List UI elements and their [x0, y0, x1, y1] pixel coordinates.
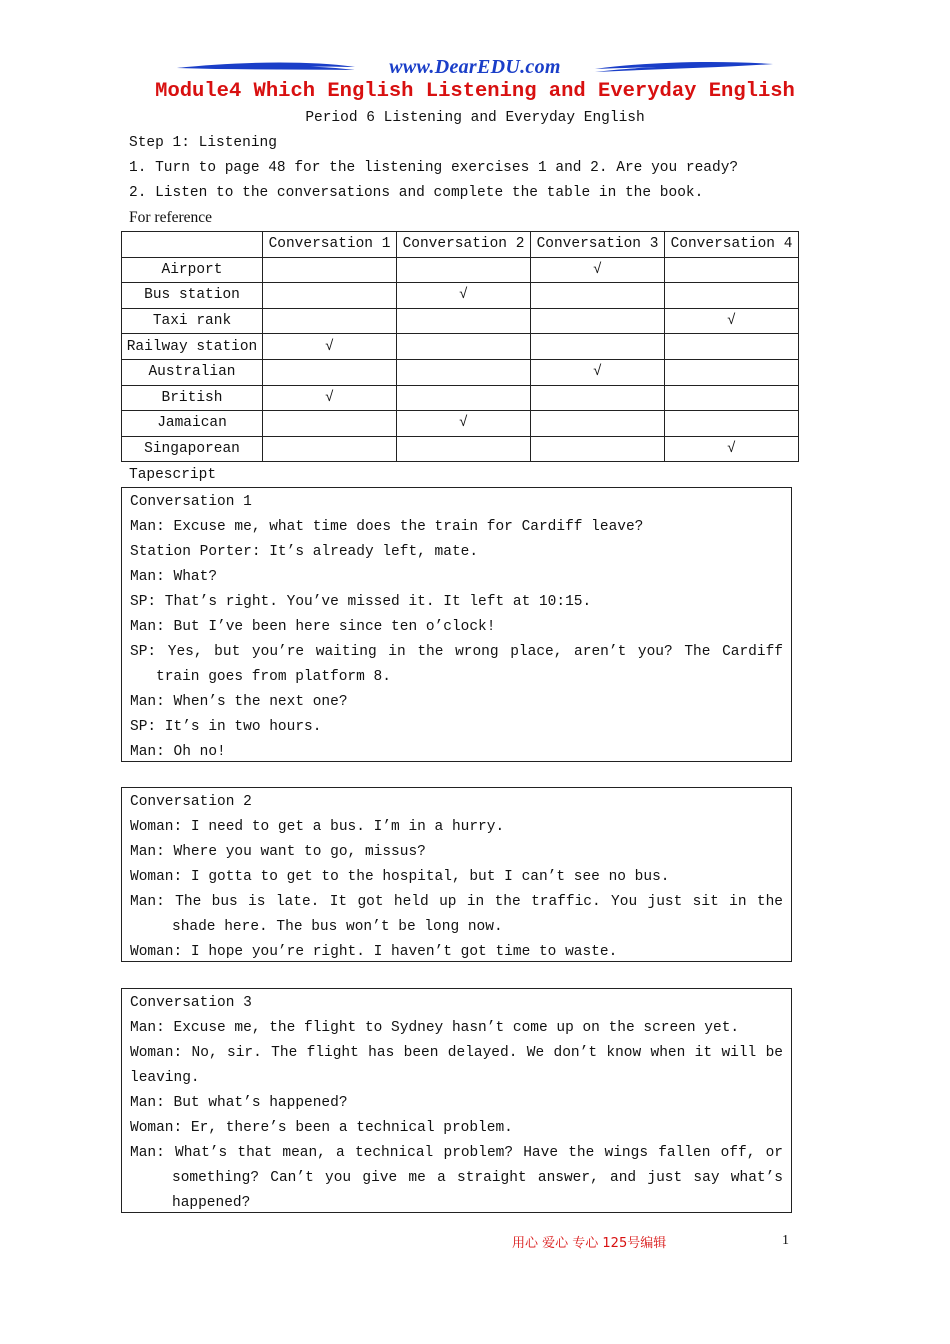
table-cell [397, 308, 531, 334]
dialogue-line: Station Porter: It’s already left, mate. [130, 544, 479, 560]
dialogue-line: Man: When’s the next one? [130, 694, 348, 710]
table-cell [665, 385, 799, 411]
instruction-2: 2. Listen to the conversations and complete the table in the book. [129, 185, 704, 201]
table-cell [665, 257, 799, 283]
conversation-3-box [121, 988, 792, 1213]
table-cell [665, 411, 799, 437]
footer-text: 用心 爱心 专心 125号编辑 [512, 1236, 667, 1251]
table-cell: √ [531, 359, 665, 385]
dialogue-line: Man: The bus is late. It got held up in the traffic. You just sit in the shade here. The bus won’t be long now. [130, 894, 783, 935]
table-cell [531, 308, 665, 334]
table-cell [665, 283, 799, 309]
table-cell: √ [263, 334, 397, 360]
conversation-2-box [121, 787, 792, 962]
dialogue-line: Man: What’s that mean, a technical problem? Have the wings fallen off, or something? Can’t you give me a straight answer, and just say what’s happened? [130, 1145, 783, 1211]
instruction-1: 1. Turn to page 48 for the listening exercises 1 and 2. Are you ready? [129, 160, 739, 176]
document-subtitle: Period 6 Listening and Everyday English [305, 110, 645, 126]
table-cell [397, 334, 531, 360]
table-cell: √ [263, 385, 397, 411]
dialogue-line: Man: But what’s happened? [130, 1095, 348, 1111]
table-cell: Bus station [122, 283, 263, 309]
table-header-cell: Conversation 2 [397, 232, 531, 258]
table-row [122, 359, 799, 385]
table-header-cell: Conversation 1 [263, 232, 397, 258]
table-cell: √ [665, 308, 799, 334]
dialogue-line: Man: What? [130, 569, 218, 585]
conversation-title: Conversation 1 [130, 494, 252, 510]
dialogue-line: Woman: I need to get a bus. I’m in a hurry. [130, 819, 505, 835]
table-header-row [122, 232, 799, 258]
dialogue-line: SP: Yes, but you’re waiting in the wrong place, aren’t you? The Cardiff train goes from platform 8. [130, 644, 783, 685]
table-cell: Australian [122, 359, 263, 385]
table-row [122, 436, 799, 462]
table-row [122, 257, 799, 283]
table-cell [397, 385, 531, 411]
table-cell: British [122, 385, 263, 411]
dialogue-line: Woman: No, sir. The flight has been delayed. We don’t know when it will be leaving. [130, 1045, 783, 1086]
conversation-title: Conversation 2 [130, 794, 252, 810]
dialogue-line: Man: But I’ve been here since ten o’clock! [130, 619, 496, 635]
table-cell: Airport [122, 257, 263, 283]
for-reference-label: For reference [129, 209, 213, 226]
table-cell: √ [397, 411, 531, 437]
tapescript-label: Tapescript [129, 467, 217, 483]
table-cell: Jamaican [122, 411, 263, 437]
table-cell [531, 283, 665, 309]
table-row [122, 385, 799, 411]
step-heading: Step 1: Listening [129, 135, 277, 151]
reference-table [121, 231, 799, 462]
table-cell: √ [665, 436, 799, 462]
dialogue-line: Woman: I hope you’re right. I haven’t got time to waste. [130, 944, 618, 960]
table-cell [397, 436, 531, 462]
table-row [122, 334, 799, 360]
conversation-1-box [121, 487, 792, 762]
table-header-cell [122, 232, 263, 258]
table-cell [263, 436, 397, 462]
table-cell: Singaporean [122, 436, 263, 462]
dialogue-line: Woman: Er, there’s been a technical problem. [130, 1120, 513, 1136]
table-header-cell: Conversation 3 [531, 232, 665, 258]
table-cell: Taxi rank [122, 308, 263, 334]
table-cell [263, 359, 397, 385]
dialogue-line: Man: Oh no! [130, 744, 226, 760]
table-cell [263, 257, 397, 283]
conversation-title: Conversation 3 [130, 995, 252, 1011]
dialogue-line: SP: That’s right. You’ve missed it. It left at 10:15. [130, 594, 592, 610]
table-cell [263, 283, 397, 309]
site-url[interactable]: www.DearEDU.com [389, 56, 561, 78]
dialogue-line: Man: Excuse me, the flight to Sydney hasn’t come up on the screen yet. [130, 1020, 740, 1036]
table-cell [531, 385, 665, 411]
table-row [122, 308, 799, 334]
table-cell [263, 308, 397, 334]
dialogue-line: Woman: I gotta to get to the hospital, but I can’t see no bus. [130, 869, 670, 885]
table-cell [531, 436, 665, 462]
dialogue-line: Man: Excuse me, what time does the train for Cardiff leave? [130, 519, 644, 535]
table-cell [531, 334, 665, 360]
table-cell [397, 359, 531, 385]
table-cell [665, 334, 799, 360]
table-cell [665, 359, 799, 385]
table-header-cell: Conversation 4 [665, 232, 799, 258]
table-cell: √ [397, 283, 531, 309]
page-number: 1 [782, 1233, 789, 1248]
table-cell [263, 411, 397, 437]
table-cell: Railway station [122, 334, 263, 360]
table-cell [397, 257, 531, 283]
table-row [122, 411, 799, 437]
document-title: Module4 Which English Listening and Everyday English [155, 80, 795, 103]
table-cell: √ [531, 257, 665, 283]
table-row [122, 283, 799, 309]
dialogue-line: SP: It’s in two hours. [130, 719, 322, 735]
table-cell [531, 411, 665, 437]
dialogue-line: Man: Where you want to go, missus? [130, 844, 426, 860]
